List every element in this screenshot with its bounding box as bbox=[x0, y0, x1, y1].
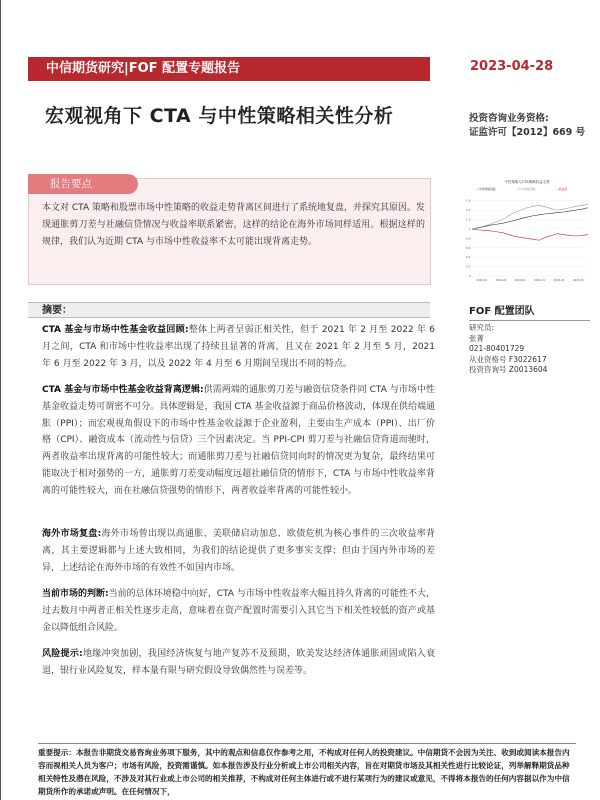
paragraph-body: 当前的总体环境稳中向好，CTA 与市场中性收益率大幅且持久背离的可能性不大，过去数月中两者正相关性逐步走高，意味着在资产配置时需要引入其它当下相关性较低的资产或基金以降低组合风险。 bbox=[42, 589, 435, 633]
chart-legend-item: —收益差 bbox=[556, 187, 568, 191]
page-left-border bbox=[0, 0, 1, 800]
paragraph-body: 供需两端的通胀剪刀差与融资信贷条件同 CTA 与市场中性基金收益走势可谓密不可分。具体逻辑是，我国 CTA 基金收益源于商品价格波动，体现在供给端通胀（PPI）；而宏观视角假设下的市场中性基金收益源于企业盈利，主要由生产成本（PPI）、出厂价格（CPI）、融资成本（流动性与信贷）三个因素决定。当 PPI-CPI 剪刀差与社融信贷背道而驰时，两者收益率出现背离的可能性较大；而通胀剪刀差与社融信贷同向时的情况更为复杂，最终结果可能取决于相对强势的一方，通胀剪刀差变动幅度远超社融信贷的情形下，CTA 与市场中性收益率背离的可能性较大，而在社融信贷强势的情形下，两者收益率背离的可能性较小。 bbox=[42, 385, 435, 496]
chart-xtick-label: 2022-01 bbox=[553, 279, 565, 282]
chart-series-line bbox=[472, 208, 588, 229]
abstract-paragraph-5 bbox=[42, 646, 435, 680]
paragraph-head: CTA 基金与市场中性基金收益背离逻辑: bbox=[42, 385, 204, 395]
abstract-heading: 摘要： bbox=[28, 302, 430, 318]
chart-ytick-label: 0.4 bbox=[466, 255, 471, 260]
paragraph-body: 海外市场曾出现以高通胀、美联储启动加息、欧债危机为核心事件的三次收益率背离，其主要逻辑都与上述大致相同，为我们的结论提供了更多事实支撑；但由于国内外市场的差异，上述结论在海外市场的有效性不如国内市场。 bbox=[42, 529, 435, 573]
abstract-paragraph-3 bbox=[42, 526, 435, 576]
report-title: 宏观视角下 CTA 与中性策略相关性分析 bbox=[45, 105, 394, 127]
report-header-bar: 中信期货研究|FOF 配置专题报告 bbox=[28, 57, 430, 81]
analyst-cert-2: 投资咨询号 Z0013604 bbox=[469, 365, 548, 374]
report-date: 2023-04-28 bbox=[470, 59, 554, 74]
chart-legend-item: —中性策略指数 bbox=[476, 187, 496, 191]
disclaimer: 重要提示：本报告非期货交易咨询业务项下服务，其中的观点和信息仅作参考之用，不构成对任何人的投资建议。中信期货不会因为关注、收到或阅读本报告内容而视相关人员为客户；市场有风险，投资需谨慎。如本报告涉及行业分析或上市公司相关内容，旨在对期货市场及其相关性进行比较论证，列举解释期货品种相关特性及潜在风险，不涉及对其行业或上市公司的相关推荐，不构成对任何主体进行或不进行某项行为的建议或意见，不得将本报告的任何内容据以作为中信期货所作的承诺或声明。在任何情况下， bbox=[38, 743, 576, 798]
team-role: 研究员: bbox=[469, 323, 495, 332]
cover-chart bbox=[462, 176, 592, 288]
analyst-cert-1: 从业资格号 F3022617 bbox=[469, 355, 547, 364]
paragraph-head: 风险提示: bbox=[42, 649, 83, 659]
chart-legend-item: —CTA策略指数 bbox=[516, 187, 536, 191]
team-title: FOF 配置团队 bbox=[469, 302, 590, 321]
abstract-paragraph-1 bbox=[42, 322, 435, 372]
chart-title: 中性策略与CTA策略收益走势 bbox=[504, 180, 550, 184]
chart-ytick-label: 1 bbox=[468, 226, 471, 231]
paragraph-head: 当前市场的判断: bbox=[42, 589, 109, 599]
chart-xtick-label: 2020-01 bbox=[514, 279, 526, 282]
abstract-paragraph-4 bbox=[42, 586, 435, 636]
chart-xtick-label: 2019-01 bbox=[495, 279, 507, 282]
chart-series-line bbox=[472, 229, 588, 240]
chart-ytick-label: 0.6 bbox=[466, 245, 471, 250]
paragraph-head: CTA 基金与市场中性基金收益回顾: bbox=[42, 325, 189, 335]
chart-xtick-label: 2018-01 bbox=[476, 279, 488, 282]
chart-ytick-label: 0 bbox=[468, 274, 471, 278]
paragraph-head: 海外市场复盘: bbox=[42, 529, 102, 539]
analyst-name: 张菁 bbox=[469, 334, 484, 343]
chart-ytick-label: 0.2 bbox=[466, 264, 471, 269]
chart-ytick-label: 1.4 bbox=[466, 208, 471, 213]
chart-xtick-label: 2021-01 bbox=[534, 279, 546, 282]
paragraph-body: 地缘冲突加剧，我国经济恢复与地产复苏不及预期，欧美发达经济体通胀顽固或陷入衰退，银行业风险复发，样本量有限与研究假设导致偶然性与误差等。 bbox=[42, 649, 435, 676]
chart-ytick-label: 0.8 bbox=[466, 236, 471, 241]
chart-ytick-label: 1.6 bbox=[466, 198, 471, 203]
summary-text: 本文对 CTA 策略和股票市场中性策略的收益走势背离区间进行了系统地复盘，并探究其原因。发现通胀剪刀差与社融信贷情况与收益率联系紧密，这样的结论在海外市场同样适用。根据这样的规律，我们认为近期 CTA 与市场中性收益率不太可能出现背离走势。 bbox=[42, 203, 425, 247]
abstract-paragraph-2 bbox=[42, 382, 435, 500]
summary-tag: 报告要点 bbox=[28, 174, 138, 194]
license-label: 投资咨询业务资格: bbox=[469, 113, 549, 124]
chart-xtick-label: 2023-01 bbox=[572, 279, 584, 282]
analyst-phone: 021-80401729 bbox=[469, 344, 525, 353]
chart-ytick-label: 1.2 bbox=[466, 217, 471, 222]
license-number: 证监许可【2012】669 号 bbox=[469, 127, 586, 138]
paragraph-body: 整体上两者呈弱正相关性，但于 2021 年 2 月至 2022 年 6 月之间，CTA 和市场中性收益率出现了持续且显著的背离，且又在 2021 年 2 月至 5 月，2021 年 6 月至 2022 年 3 月，以及 2022 年 4 月至 6 月期间呈现出不同的特点。 bbox=[42, 325, 435, 369]
